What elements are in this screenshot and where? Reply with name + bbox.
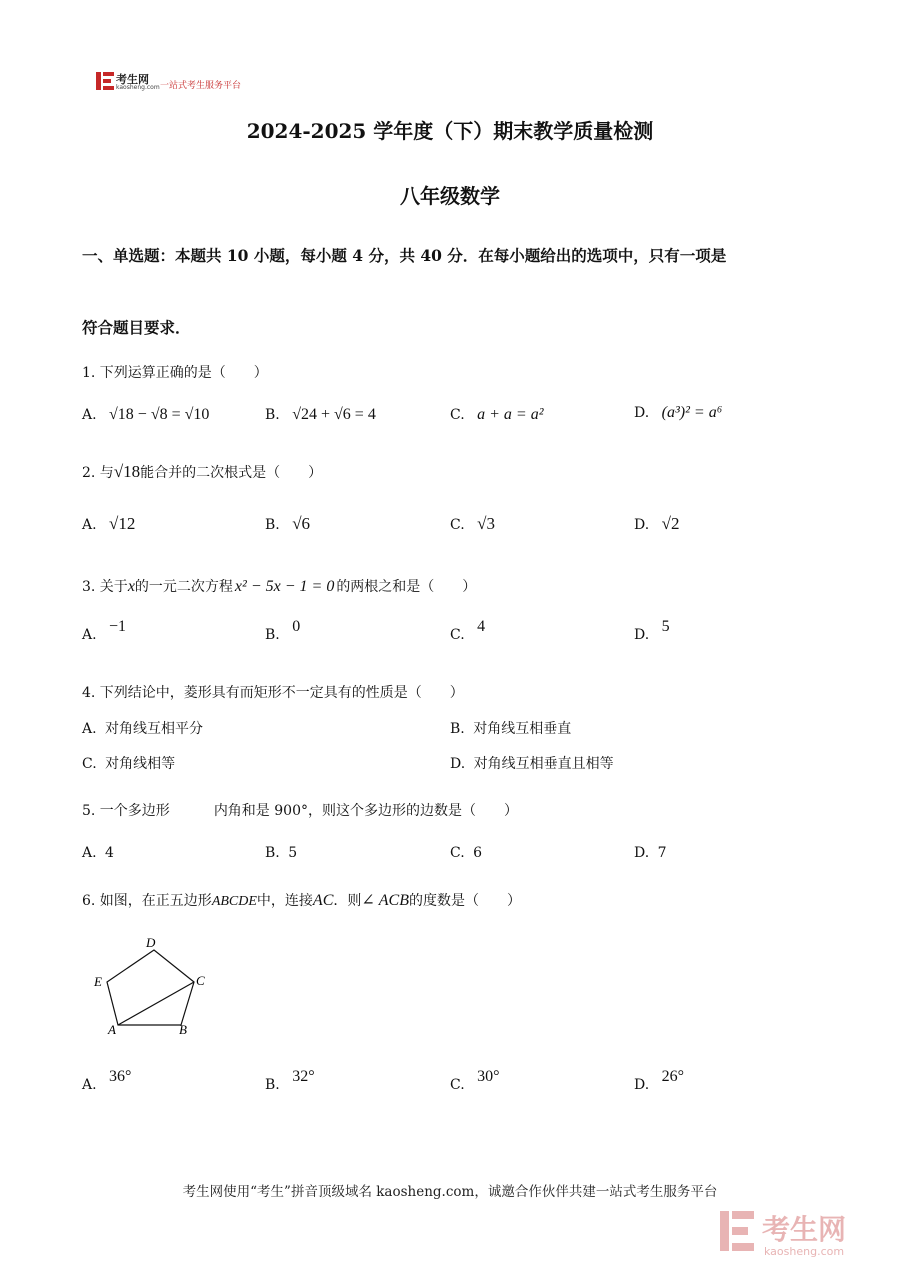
q1-option-b — [265, 406, 376, 424]
q1-option-c — [450, 406, 544, 424]
logo-name: 考生网 — [116, 73, 149, 86]
q3-option-c: C. 4 — [450, 618, 486, 643]
watermark-logo — [718, 1205, 878, 1265]
q2-option-b: B. √6 — [265, 514, 311, 533]
vertex-label-b: B — [179, 1022, 187, 1037]
stem-math: √18 — [113, 462, 141, 481]
option-value: √18 − √8 = √10 — [109, 406, 210, 423]
question-5-stem: 5. 一个多边形 内角和是 900°，则这个多边形的边数是（ ） — [82, 803, 518, 819]
q2-option-d: D. √2 — [634, 514, 680, 533]
section-heading-line1: 一、单选题：本题共 10 小题，每小题 4 分，共 40 分．在每小题给出的选项中，只有一项是 — [82, 246, 727, 265]
q3-option-a: A. −1 — [82, 618, 127, 643]
q5-option-d: D. 7 — [634, 845, 667, 861]
option-value: a + a = a² — [477, 406, 544, 423]
option-label: B. — [265, 407, 280, 423]
vertex-label-c: C — [196, 973, 205, 988]
q4-option-c: C. 对角线相等 — [82, 756, 176, 772]
page-footer: 考生网使用“考生”拼音顶级域名 kaosheng.com，诚邀合作伙伴共建一站式考生服务平台 — [182, 1184, 718, 1200]
question-4-stem: 4. 下列结论中，菱形具有而矩形不一定具有的性质是（ ） — [82, 685, 464, 701]
stem-equation: x² − 5x − 1 = 0 — [234, 578, 335, 595]
vertex-label-e: E — [94, 974, 102, 989]
vertex-label-a: A — [108, 1022, 116, 1037]
watermark-name: 考生网 — [762, 1213, 847, 1246]
q6-option-a: A. 36° — [82, 1068, 132, 1093]
page-subtitle: 八年级数学 — [400, 184, 500, 208]
q1-option-a — [82, 406, 209, 424]
option-label: C. — [450, 407, 465, 423]
q4-option-a: A. 对角线互相平分 — [82, 721, 204, 737]
option-label: A. — [82, 407, 97, 423]
q6-option-d: D. 26° — [634, 1068, 685, 1093]
q4-option-b: B. 对角线互相垂直 — [450, 721, 572, 737]
watermark-url: kaosheng.com — [764, 1245, 845, 1258]
q5-option-c: C. 6 — [450, 845, 483, 861]
logo-icon — [96, 72, 114, 90]
q3-option-d: D. 5 — [634, 618, 670, 643]
q2-option-a: A. √12 — [82, 514, 136, 533]
page-title: 2024-2025 学年度（下）期末教学质量检测 — [246, 119, 654, 143]
section-heading-line2: 符合题目要求． — [82, 318, 191, 337]
logo-url: kaosheng.com — [116, 84, 160, 91]
header-slogan: 一站式考生服务平台 — [160, 81, 242, 91]
option-value: (a³)² = a⁶ — [661, 404, 723, 421]
option-label: D. — [634, 405, 650, 421]
pentagon-shape — [107, 950, 194, 1025]
question-6-stem: 6. 如图，在正五边形ABCDE中，连接AC．则∠ ACB的度数是（ ） — [82, 892, 521, 909]
q6-option-c: C. 30° — [450, 1068, 500, 1093]
question-3-stem: 3. 关于x的一元二次方程 x² − 5x − 1 = 0 的两根之和是（ ） — [82, 578, 477, 595]
q5-option-a: A. 4 — [82, 845, 114, 861]
q6-option-b: B. 32° — [265, 1068, 315, 1093]
question-2-stem: 2. 与√18能合并的二次根式是（ ） — [82, 462, 323, 481]
q5-option-b: B. 5 — [265, 845, 298, 861]
pentagon-figure — [90, 930, 220, 1040]
q4-option-d: D. 对角线互相垂直且相等 — [450, 756, 614, 772]
vertex-label-d: D — [146, 935, 156, 950]
question-1-stem: 1. 下列运算正确的是（ ） — [82, 365, 268, 381]
q1-option-d — [634, 404, 722, 422]
q3-option-b: B. 0 — [265, 618, 301, 643]
option-value: √24 + √6 = 4 — [292, 406, 376, 423]
q2-option-c: C. √3 — [450, 514, 495, 533]
